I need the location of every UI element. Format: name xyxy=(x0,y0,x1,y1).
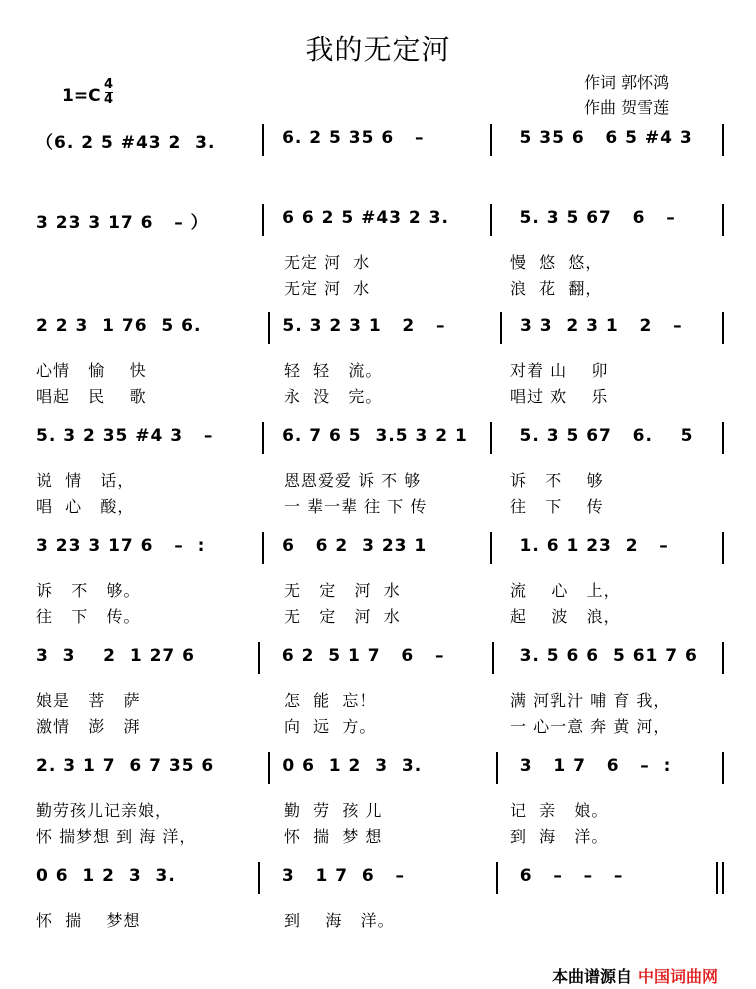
lyric-line: 无定 河 水 xyxy=(284,253,371,272)
lyric-line: 满 河乳汁 哺 育 我， xyxy=(510,691,671,710)
lyric-line: 说 情 话， xyxy=(36,471,135,490)
time-signature xyxy=(104,78,113,107)
bar-line xyxy=(268,312,270,344)
measure-notes: 0 6 1 2 3 3. xyxy=(282,756,423,776)
notation-row xyxy=(0,308,756,348)
lyric-line: 唱过 欢 乐 xyxy=(510,387,609,406)
key-signature: 1=C xyxy=(62,86,101,106)
lyric-line: 唱 心 酸， xyxy=(36,497,135,516)
lyric-line: 勤 劳 孩 儿 xyxy=(284,801,383,820)
music-system xyxy=(0,748,756,866)
music-system xyxy=(0,418,756,536)
measure-notes: 6. 7 6 5 3.5 3 2 1 xyxy=(282,426,468,446)
bar-line xyxy=(722,532,724,564)
notation-row xyxy=(0,638,756,678)
bar-line xyxy=(262,422,264,454)
source-label: 本曲谱源自 xyxy=(552,967,633,986)
final-bar-thin xyxy=(716,862,718,894)
lyric-line: 恩恩爱爱 诉 不 够 xyxy=(284,471,422,490)
bar-line xyxy=(722,862,724,894)
bar-line xyxy=(490,124,492,156)
notation-row xyxy=(0,748,756,788)
bar-line xyxy=(492,642,494,674)
lyric-line: 怀 揣 梦想 xyxy=(36,911,141,930)
measure-notes: 3 23 3 17 6 – : xyxy=(36,536,206,556)
lyric-line: 起 波 浪， xyxy=(510,607,621,626)
bar-line xyxy=(490,532,492,564)
bar-line xyxy=(490,422,492,454)
measure-notes: 6 – – – xyxy=(519,866,624,886)
music-system xyxy=(0,858,756,976)
measure-notes: 5. 3 5 67 6. 5 xyxy=(519,426,694,446)
bar-line xyxy=(722,312,724,344)
meter-bottom: 4 xyxy=(104,92,114,107)
lyric-line: 往 下 传 xyxy=(510,497,604,516)
lyric-line: 诉 不 够 xyxy=(510,471,604,490)
lyricist-credit: 作词 郭怀鸿 xyxy=(584,73,670,92)
measure-notes: （6. 2 5 #43 2 3. xyxy=(36,133,216,153)
lyric-line: 一 辈一辈 往 下 传 xyxy=(284,497,428,516)
lyric-line: 无 定 河 水 xyxy=(284,581,401,600)
measure-notes: 3 1 7 6 – : xyxy=(519,756,672,776)
measure-notes: 5. 3 2 3 1 2 – xyxy=(282,316,446,336)
bar-line xyxy=(258,862,260,894)
measure-notes: 5. 3 2 35 #4 3 – xyxy=(36,426,214,446)
lyric-line: 无定 河 水 xyxy=(284,279,371,298)
lyric-line: 激情 澎 湃 xyxy=(36,717,141,736)
lyric-line: 慢 悠 悠， xyxy=(510,253,603,272)
bar-line xyxy=(262,204,264,236)
lyric-line: 诉 不 够。 xyxy=(36,581,141,600)
meter-top: 4 xyxy=(104,77,114,92)
source-site: 中国词曲网 xyxy=(638,967,719,986)
bar-line xyxy=(496,862,498,894)
lyric-line: 浪 花 翻， xyxy=(510,279,603,298)
measure-notes: 6 6 2 3 23 1 xyxy=(282,536,428,556)
measure-notes: 2. 3 1 7 6 7 35 6 xyxy=(36,756,215,776)
lyric-line: 到 海 洋。 xyxy=(284,911,395,930)
notation-row xyxy=(0,120,756,160)
lyric-line: 勤劳孩儿记亲娘， xyxy=(36,801,173,820)
measure-notes: 0 6 1 2 3 3. xyxy=(36,866,176,886)
bar-line xyxy=(722,642,724,674)
lyric-line: 记 亲 娘。 xyxy=(510,801,609,820)
bar-line xyxy=(262,532,264,564)
measure-notes: 3 23 3 17 6 – ） xyxy=(36,213,209,233)
measure-notes: 6 2 5 1 7 6 – xyxy=(281,646,445,666)
lyric-line: 无 定 河 水 xyxy=(284,607,401,626)
lyric-line: 怎 能 忘！ xyxy=(284,691,377,710)
measure-notes: 3 3 2 3 1 2 – xyxy=(520,316,683,336)
bar-line xyxy=(262,124,264,156)
music-system xyxy=(0,528,756,646)
measure-notes: 5. 3 5 67 6 – xyxy=(519,208,676,228)
lyric-line: 唱起 民 歌 xyxy=(36,387,147,406)
measure-notes: 3 3 2 1 27 6 xyxy=(36,646,195,666)
lyric-line: 向 远 方。 xyxy=(284,717,377,736)
credits xyxy=(584,70,669,120)
measure-notes: 3. 5 6 6 5 61 7 6 xyxy=(519,646,698,666)
measure-notes: 6. 2 5 35 6 – xyxy=(282,128,425,148)
lyric-line: 怀 揣梦想 到 海 洋， xyxy=(36,827,197,846)
music-system xyxy=(0,200,756,318)
bar-line xyxy=(490,204,492,236)
bar-line xyxy=(722,124,724,156)
measure-notes: 6 6 2 5 #43 2 3. xyxy=(282,208,449,228)
lyric-line: 一 心一意 奔 黄 河， xyxy=(510,717,671,736)
lyric-line: 永 没 完。 xyxy=(284,387,383,406)
measure-notes: 3 1 7 6 – xyxy=(281,866,405,886)
bar-line xyxy=(268,752,270,784)
lyric-line: 怀 揣 梦 想 xyxy=(284,827,383,846)
bar-line xyxy=(500,312,502,344)
lyric-line: 对着 山 卯 xyxy=(510,361,609,380)
bar-line xyxy=(722,752,724,784)
notation-row xyxy=(0,528,756,568)
bar-line xyxy=(722,204,724,236)
notation-row xyxy=(0,418,756,458)
lyric-line: 到 海 洋。 xyxy=(510,827,609,846)
composer-credit: 作曲 贺雪莲 xyxy=(584,98,670,117)
measure-notes: 2 2 3 1 76 5 6. xyxy=(36,316,202,336)
measure-notes: 1. 6 1 23 2 – xyxy=(519,536,669,556)
lyric-line: 娘是 菩 萨 xyxy=(36,691,141,710)
lyric-line: 轻 轻 流。 xyxy=(284,361,383,380)
lyric-line: 心情 愉 快 xyxy=(36,361,147,380)
lyric-line: 往 下 传。 xyxy=(36,607,141,626)
measure-notes: 5 35 6 6 5 #4 3 xyxy=(519,128,693,148)
music-system xyxy=(0,308,756,426)
song-title: 我的无定河 xyxy=(305,33,451,66)
notation-row xyxy=(0,200,756,240)
bar-line xyxy=(722,422,724,454)
music-system xyxy=(0,638,756,756)
lyric-line: 流 心 上， xyxy=(510,581,621,600)
bar-line xyxy=(496,752,498,784)
notation-row xyxy=(0,858,756,898)
bar-line xyxy=(258,642,260,674)
source-footer xyxy=(552,964,718,987)
